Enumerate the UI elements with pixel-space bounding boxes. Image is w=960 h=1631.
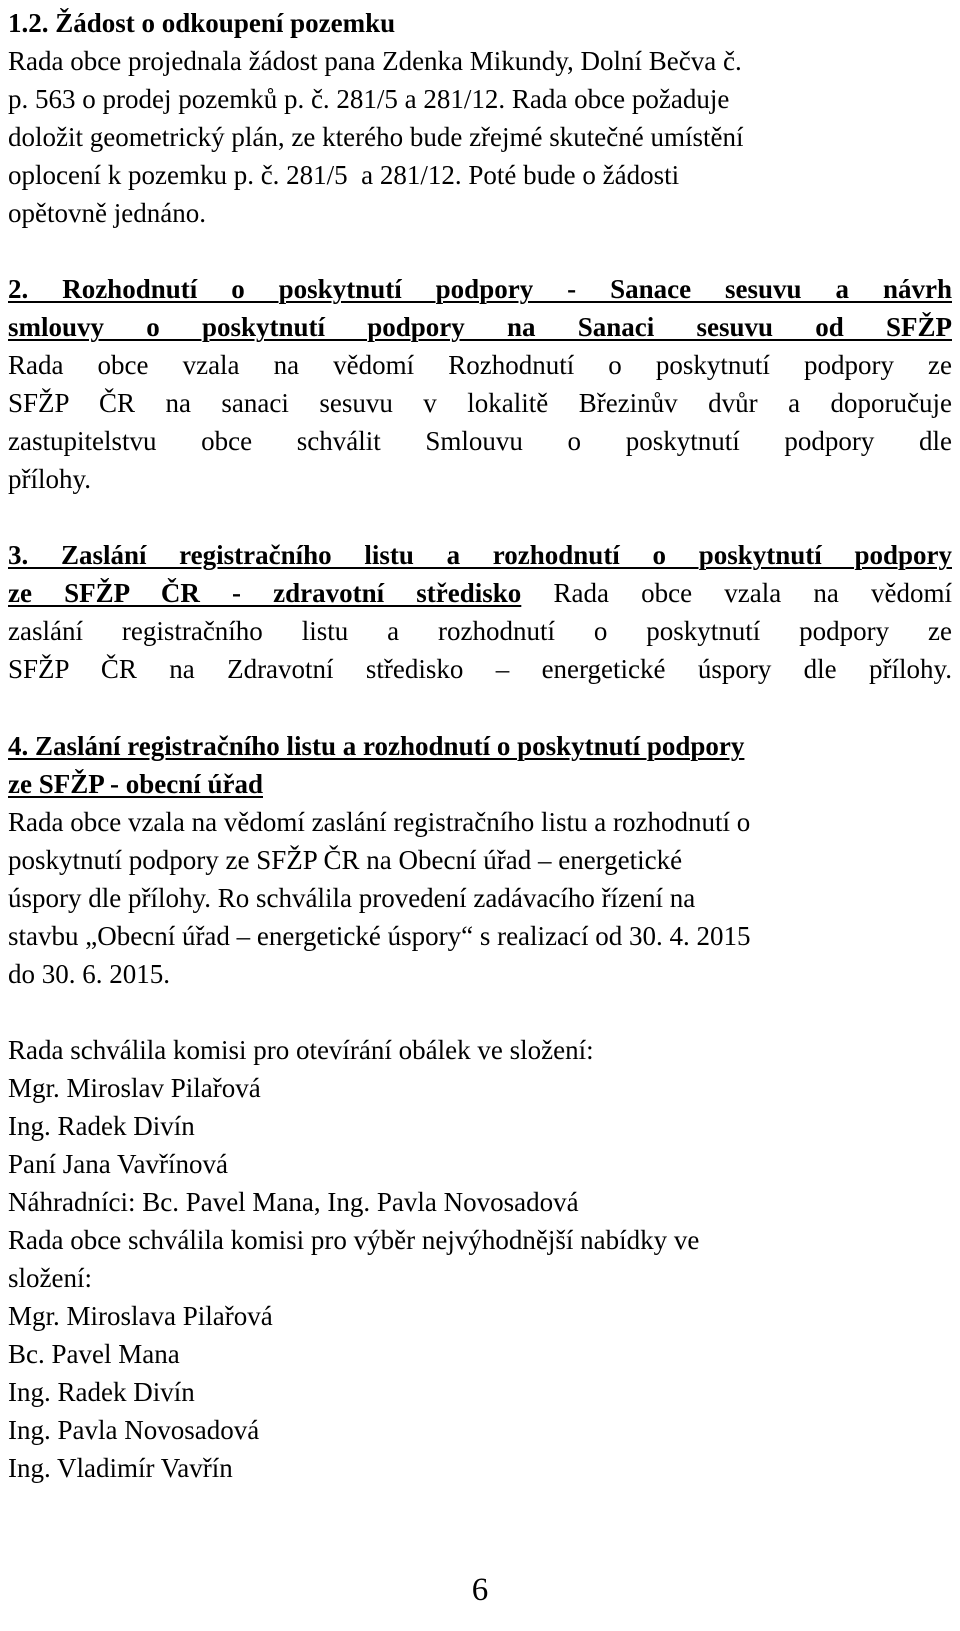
section-2-heading: 2. Rozhodnutí o poskytnutí podpory - Sanace sesuvu a návrh [8, 274, 952, 304]
paragraph-line: poskytnutí podpory ze SFŽP ČR na Obecní úřad – energetické [8, 845, 683, 875]
paragraph-line: SFŽP ČR na sanaci sesuvu v lokalitě Březinův dvůr a doporučuje [8, 388, 952, 418]
section-4-heading: 4. Zaslání registračního listu a rozhodnutí o poskytnutí podpory [8, 731, 745, 761]
list-item: Ing. Vladimír Vavřín [8, 1453, 233, 1483]
paragraph-line: zaslání registračního listu a rozhodnutí o poskytnutí podpory ze [8, 616, 952, 646]
section-3-heading-line [8, 574, 952, 612]
paragraph-line: Rada obce vzala na vědomí Rozhodnutí o poskytnutí podpory ze [8, 350, 952, 380]
paragraph-line: do 30. 6. 2015. [8, 959, 170, 989]
paragraph-line: úspory dle přílohy. Ro schválila provedení zadávacího řízení na [8, 883, 696, 913]
section-4-heading-cont: ze SFŽP - obecní úřad [8, 769, 263, 799]
list-item: Ing. Radek Divín [8, 1377, 195, 1407]
paragraph-text: Rada obce vzala na vědomí [521, 578, 952, 608]
paragraph-line: oplocení k pozemku p. č. 281/5 a 281/12. Poté bude o žádosti [8, 160, 680, 190]
list-item: Mgr. Miroslav Pilařová [8, 1073, 261, 1103]
list-item: Ing. Pavla Novosadová [8, 1415, 260, 1445]
section-1-2-heading: 1.2. Žádost o odkoupení pozemku [8, 8, 396, 38]
paragraph-line: doložit geometrický plán, ze kterého bude zřejmé skutečné umístění [8, 122, 744, 152]
list-item: Náhradníci: Bc. Pavel Mana, Ing. Pavla Novosadová [8, 1187, 579, 1217]
list-item: Ing. Radek Divín [8, 1111, 195, 1141]
section-2-heading-cont: smlouvy o poskytnutí podpory na Sanaci sesuvu od SFŽP [8, 312, 952, 342]
paragraph-line: Rada obce vzala na vědomí zaslání registračního listu a rozhodnutí o [8, 807, 751, 837]
paragraph-line: stavbu „Obecní úřad – energetické úspory“ s realizací od 30. 4. 2015 [8, 921, 751, 951]
section-3-heading-cont: ze SFŽP ČR - zdravotní středisko [8, 578, 522, 608]
section-3-heading: 3. Zaslání registračního listu a rozhodnutí o poskytnutí podpory [8, 540, 952, 570]
paragraph-line: Rada obce projednala žádost pana Zdenka Mikundy, Dolní Bečva č. [8, 46, 742, 76]
paragraph-line: přílohy. [8, 464, 91, 494]
paragraph-line: p. 563 o prodej pozemků p. č. 281/5 a 281/12. Rada obce požaduje [8, 84, 730, 114]
paragraph-line: zastupitelstvu obce schválit Smlouvu o poskytnutí podpory dle [8, 426, 952, 456]
page-number: 6 [471, 1572, 489, 1608]
list-item: Mgr. Miroslava Pilařová [8, 1301, 273, 1331]
list-item: Rada schválila komisi pro otevírání obálek ve složení: [8, 1035, 594, 1065]
list-item: složení: [8, 1263, 92, 1293]
list-item: Paní Jana Vavřínová [8, 1149, 228, 1179]
paragraph-line: SFŽP ČR na Zdravotní středisko – energetické úspory dle přílohy. [8, 654, 952, 684]
list-item: Bc. Pavel Mana [8, 1339, 180, 1369]
list-item: Rada obce schválila komisi pro výběr nejvýhodnější nabídky ve [8, 1225, 700, 1255]
paragraph-line: opětovně jednáno. [8, 198, 206, 228]
